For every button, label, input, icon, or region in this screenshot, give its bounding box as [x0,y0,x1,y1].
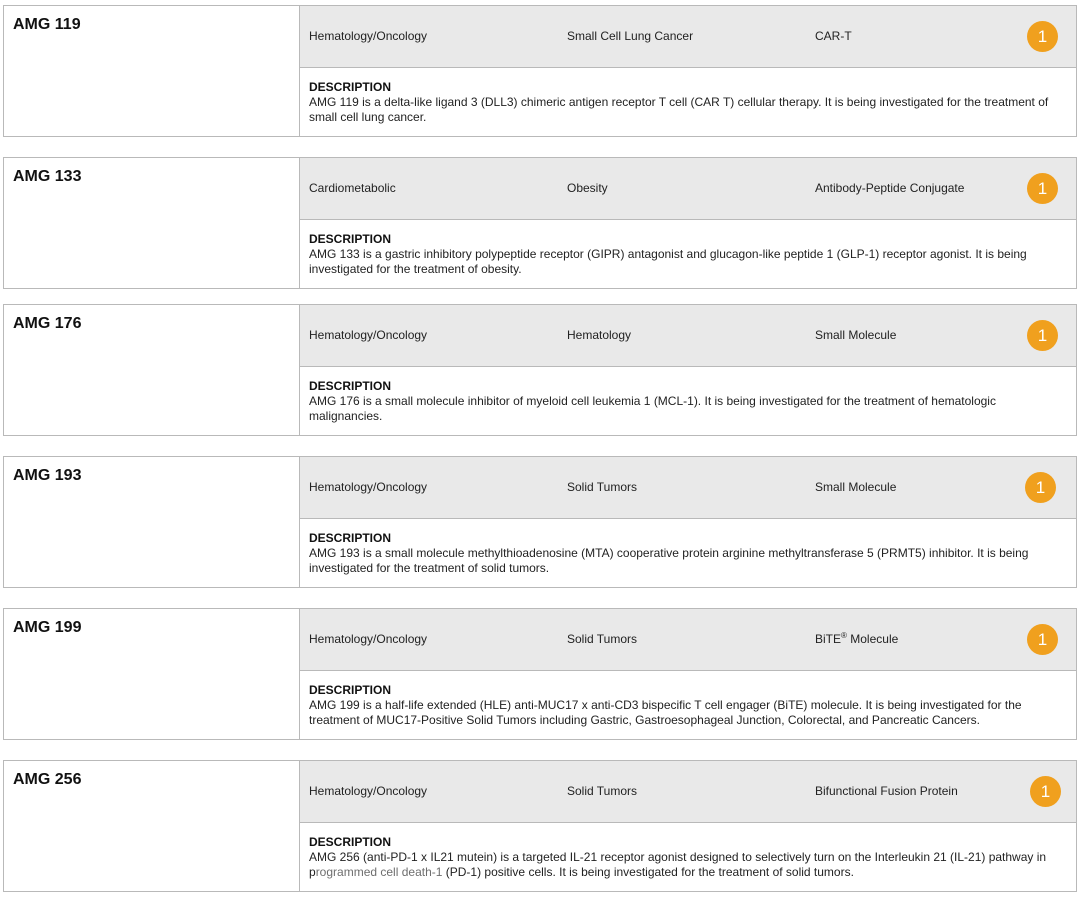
description-block [300,823,1076,880]
modality: Bifunctional Fusion Protein [815,784,958,798]
card-detail [300,457,1076,587]
card-name-cell [4,158,300,288]
card-name-cell [4,457,300,587]
card-detail [300,6,1076,136]
description-text: AMG 199 is a half-life extended (HLE) anti-MUC17 x anti-CD3 bispecific T cell engager (BiTE) molecule. It is being investigated for the treatment of MUC17-Positive Solid Tumors including Gastric, Gastroesophageal Junction, Colorectal, and Pancreatic Cancers. [309,698,1022,727]
description-text: AMG 256 (anti-PD-1 x IL21 mutein) is a targeted IL-21 receptor agonist designed to selectively turn on the Interleukin 21 (IL-21) pathway in programmed cell death-1 (PD-1) positive cells. It is being investigated for the treatment of solid tumors. [309,850,1047,879]
molecule-name: AMG 176 [13,315,82,332]
modality: Small Molecule [815,480,897,494]
card-name-cell [4,609,300,739]
card-name-cell [4,761,300,891]
indication: Solid Tumors [567,632,638,646]
indication: Hematology [567,328,632,342]
phase-badge: 1 [1027,624,1058,655]
molecule-name: AMG 133 [13,168,82,185]
meta-row [300,158,1076,220]
description-block [300,671,1076,728]
pipeline-card [3,304,1077,436]
indication: Solid Tumors [567,480,638,494]
indication: Obesity [567,181,608,195]
modality: Small Molecule [815,328,897,342]
phase-badge: 1 [1027,173,1058,204]
registered-mark: ® [841,631,847,640]
description-text: AMG 133 is a gastric inhibitory polypeptide receptor (GIPR) antagonist and glucagon-like peptide 1 (GLP-1) receptor agonist. It is being investigated for the treatment of obesity. [309,247,1027,276]
description-heading: DESCRIPTION [309,80,392,94]
phase-badge: 1 [1030,776,1061,807]
description-block [300,220,1076,277]
meta-row [300,761,1076,823]
therapeutic-area: Cardiometabolic [309,181,396,195]
meta-row [300,457,1076,519]
card-detail [300,609,1076,739]
meta-row [300,305,1076,367]
therapeutic-area: Hematology/Oncology [309,784,428,798]
pipeline-card [3,608,1077,740]
description-heading: DESCRIPTION [309,683,392,697]
therapeutic-area: Hematology/Oncology [309,29,428,43]
description-heading: DESCRIPTION [309,835,392,849]
description-block [300,68,1076,125]
description-heading: DESCRIPTION [309,379,392,393]
card-detail [300,305,1076,435]
card-detail [300,158,1076,288]
indication: Solid Tumors [567,784,638,798]
molecule-name: AMG 256 [13,771,82,788]
card-detail [300,761,1076,891]
card-name-cell [4,305,300,435]
therapeutic-area: Hematology/Oncology [309,328,428,342]
description-text: AMG 193 is a small molecule methylthioadenosine (MTA) cooperative protein arginine methyltransferase 5 (PRMT5) inhibitor. It is being investigated for the treatment of solid tumors. [309,546,1029,575]
modality: CAR-T [815,29,852,43]
description-heading: DESCRIPTION [309,531,392,545]
therapeutic-area: Hematology/Oncology [309,480,428,494]
meta-row [300,609,1076,671]
description-heading: DESCRIPTION [309,232,392,246]
card-name-cell [4,6,300,136]
description-text: AMG 176 is a small molecule inhibitor of myeloid cell leukemia 1 (MCL-1). It is being investigated for the treatment of hematologic malignancies. [309,394,996,423]
description-block [300,367,1076,424]
molecule-name: AMG 199 [13,619,82,636]
pipeline-card [3,157,1077,289]
pipeline-card [3,760,1077,892]
meta-row [300,6,1076,68]
description-block [300,519,1076,576]
phase-badge: 1 [1027,320,1058,351]
therapeutic-area: Hematology/Oncology [309,632,428,646]
pipeline-card [3,456,1077,588]
modality: BiTE® Molecule [815,631,899,646]
molecule-name: AMG 119 [13,16,81,33]
molecule-name: AMG 193 [13,467,82,484]
description-text: AMG 119 is a delta-like ligand 3 (DLL3) chimeric antigen receptor T cell (CAR T) cellular therapy. It is being investigated for the treatment of small cell lung cancer. [309,95,1049,124]
phase-badge: 1 [1025,472,1056,503]
modality: Antibody-Peptide Conjugate [815,181,965,195]
phase-badge: 1 [1027,21,1058,52]
description-link[interactable]: rogrammed cell death-1 [315,865,443,879]
indication: Small Cell Lung Cancer [567,29,694,43]
pipeline-card [3,5,1077,137]
